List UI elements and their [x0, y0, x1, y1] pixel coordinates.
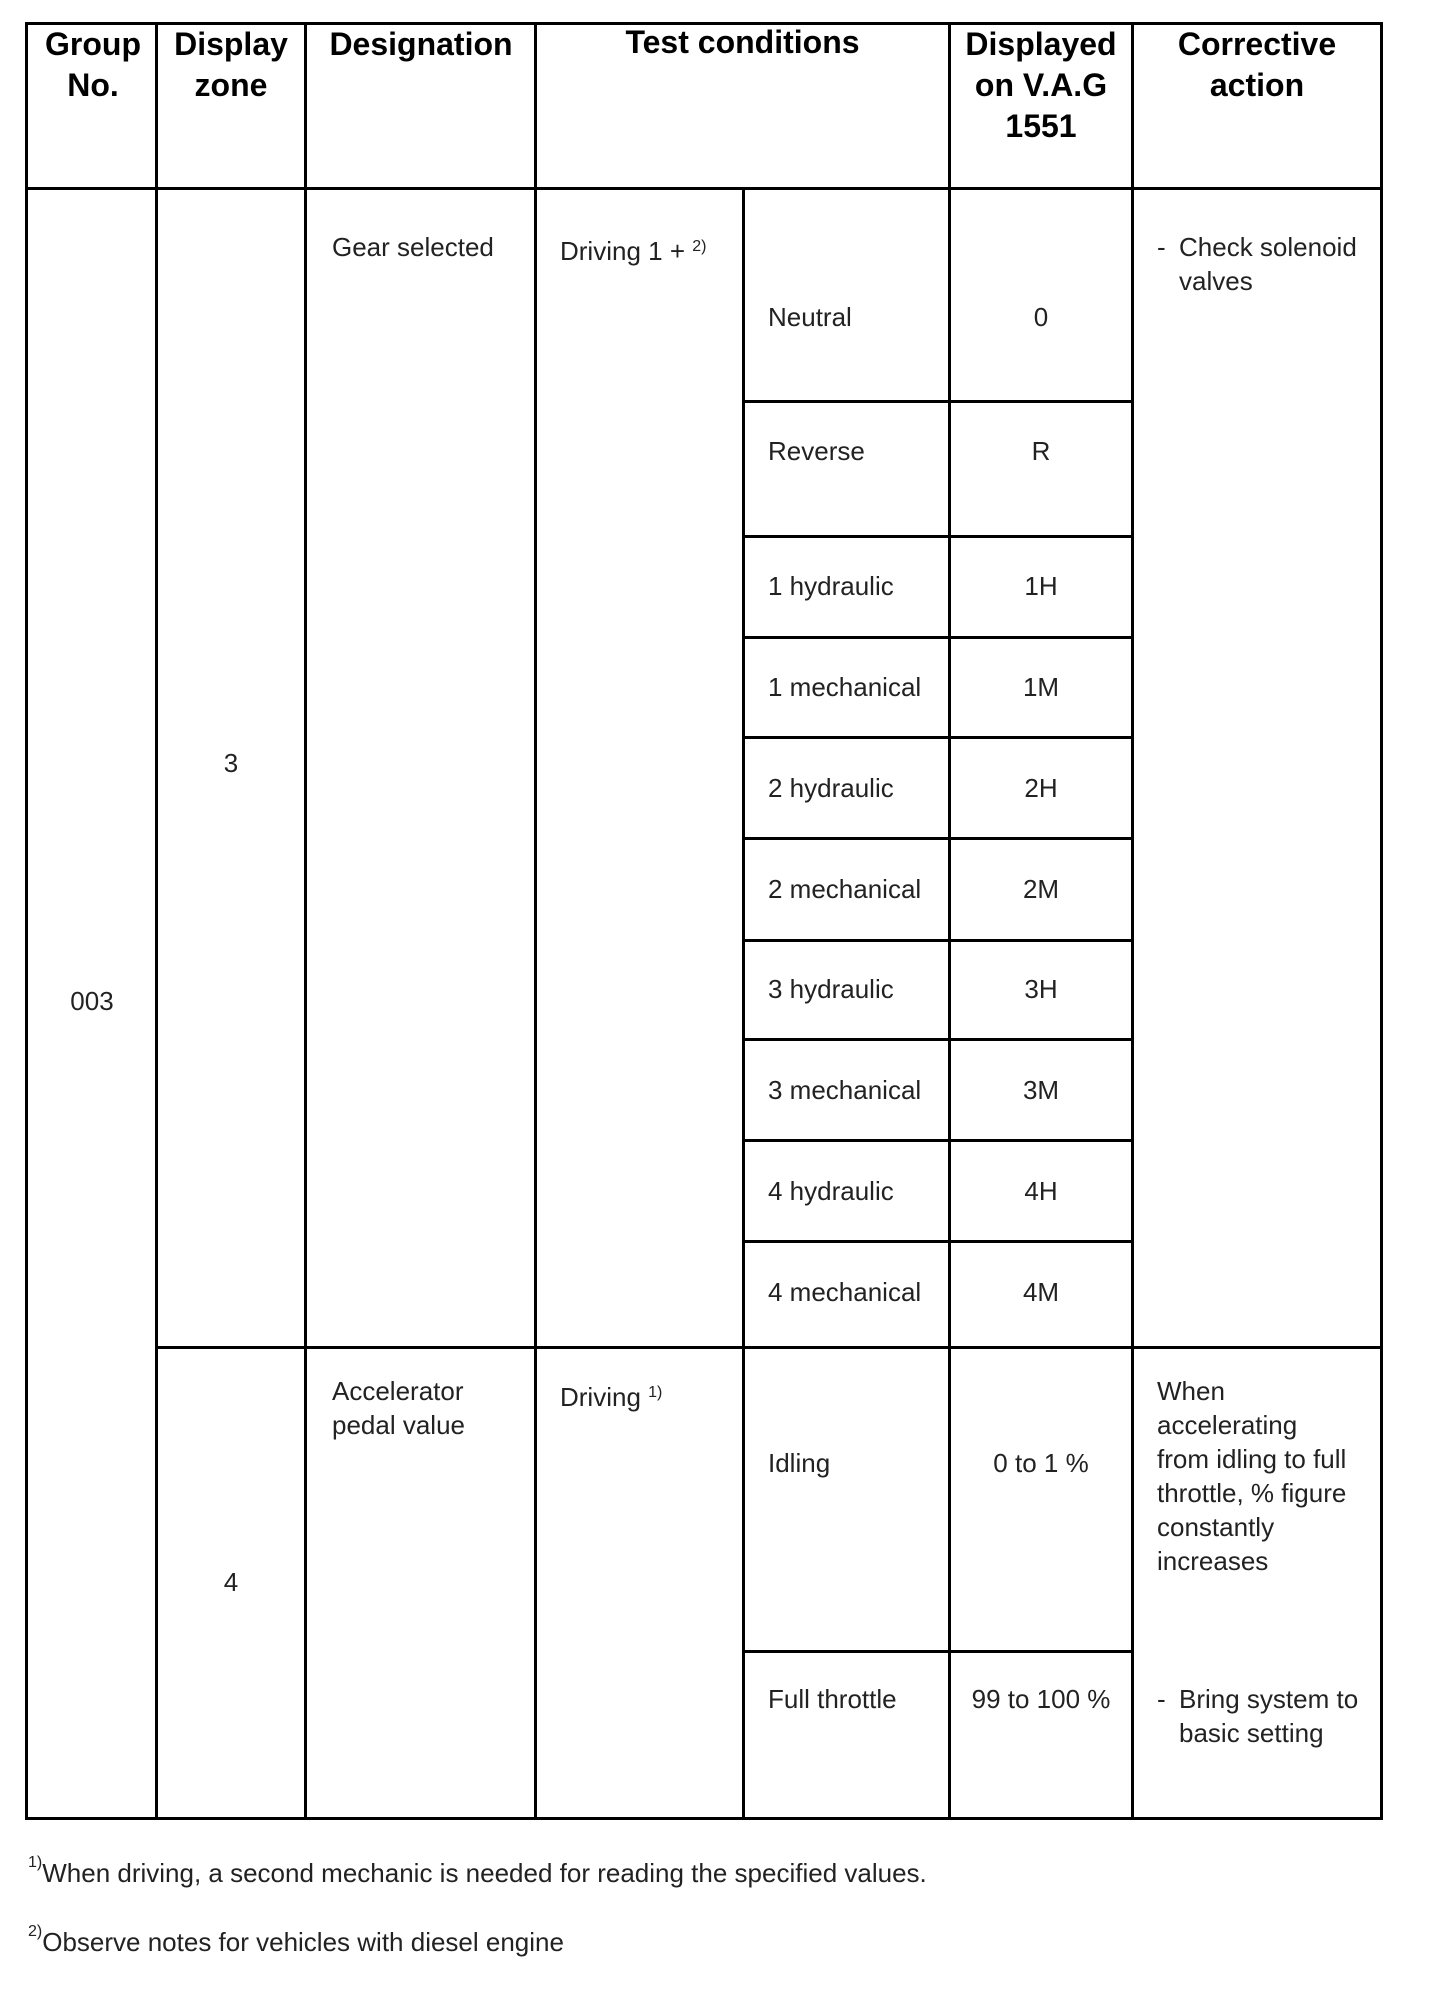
- displayed-value: R: [1031, 436, 1051, 466]
- footnote-mark: 1): [28, 1854, 43, 1871]
- footnote-1: [28, 1854, 927, 1889]
- designation-gear-selected: Gear selected: [332, 232, 494, 262]
- corrective-when-accelerating: When accelerating from idling to full throttle, % figure constantly increases: [1157, 1376, 1347, 1576]
- sub-condition-label: 2 mechanical: [768, 874, 922, 904]
- row-divider: [745, 1139, 1134, 1142]
- header-displayed: Displayed on V.A.G 1551: [965, 26, 1117, 144]
- display-zone-3: 3: [223, 748, 239, 778]
- sub-condition-label: Full throttle: [768, 1684, 897, 1714]
- row-divider: [745, 736, 1134, 739]
- displayed-value: 1M: [1022, 672, 1060, 702]
- row-divider: [745, 1240, 1134, 1243]
- display-zone-4: 4: [223, 1567, 239, 1597]
- group-number: 003: [70, 986, 114, 1016]
- sub-condition-label: 1 hydraulic: [768, 571, 894, 601]
- displayed-value: 0 to 1 %: [993, 1448, 1089, 1478]
- corrective-text: Check solenoid valves: [1179, 232, 1357, 296]
- sub-condition-label: Idling: [768, 1448, 831, 1478]
- displayed-value: 99 to 100 %: [971, 1684, 1111, 1714]
- sub-condition-label: 1 mechanical: [768, 672, 922, 702]
- col-divider: [155, 22, 158, 1820]
- header-test-conditions: Test conditions: [625, 24, 860, 60]
- header-group-no: Group No.: [45, 26, 141, 103]
- sub-condition-label: Reverse: [768, 436, 865, 466]
- condition-text: Driving: [560, 1382, 641, 1412]
- col-divider: [304, 22, 307, 1820]
- condition-footnote-mark: 2): [692, 238, 707, 255]
- corrective-bring-system: [1157, 1682, 1372, 1750]
- sub-condition-label: 4 mechanical: [768, 1277, 922, 1307]
- condition-driving: [560, 1380, 740, 1414]
- header-display-zone: Display zone: [174, 26, 288, 103]
- zone-divider: [155, 1346, 1383, 1349]
- col-divider: [742, 187, 745, 1820]
- displayed-value: 1H: [1024, 571, 1058, 601]
- sub-condition-label: 2 hydraulic: [768, 773, 894, 803]
- col-divider: [534, 22, 537, 1820]
- footnote-text: When driving, a second mechanic is needed for reading the specified values.: [42, 1858, 927, 1888]
- row-divider: [745, 837, 1134, 840]
- header-designation: Designation: [329, 26, 513, 62]
- row-divider: [745, 1038, 1134, 1041]
- header-corrective-action: Corrective action: [1177, 26, 1337, 103]
- table-bottom-border: [25, 1817, 1383, 1820]
- condition-footnote-mark: 1): [648, 1384, 663, 1401]
- corrective-check-solenoid: [1157, 230, 1372, 298]
- bullet-dash: -: [1157, 1684, 1166, 1714]
- displayed-value: 4M: [1022, 1277, 1060, 1307]
- displayed-value: 3M: [1022, 1075, 1060, 1105]
- row-divider: [745, 535, 1134, 538]
- row-divider: [745, 400, 1134, 403]
- displayed-value: 3H: [1024, 974, 1058, 1004]
- displayed-value: 4H: [1024, 1176, 1058, 1206]
- sub-condition-label: 3 mechanical: [768, 1075, 922, 1105]
- col-divider: [948, 22, 951, 1820]
- table-left-border: [25, 22, 28, 1820]
- bullet-dash: -: [1157, 232, 1166, 262]
- sub-condition-label: 4 hydraulic: [768, 1176, 894, 1206]
- displayed-value: 2H: [1024, 773, 1058, 803]
- footnote-2: [28, 1923, 564, 1958]
- displayed-value: 0: [1033, 302, 1049, 332]
- col-divider: [1131, 22, 1134, 1820]
- row-divider: [745, 636, 1134, 639]
- footnote-mark: 2): [28, 1923, 43, 1940]
- condition-text: Driving 1 +: [560, 236, 685, 266]
- corrective-text: Bring system to basic setting: [1179, 1684, 1359, 1748]
- header-bottom-border: [25, 187, 1383, 190]
- footnote-text: Observe notes for vehicles with diesel engine: [42, 1927, 564, 1957]
- sub-condition-label: 3 hydraulic: [768, 974, 894, 1004]
- condition-driving: [560, 234, 740, 268]
- sub-condition-label: Neutral: [768, 302, 852, 332]
- row-divider: [745, 1650, 1134, 1653]
- row-divider: [745, 939, 1134, 942]
- designation-accelerator-pedal: Accelerator pedal value: [332, 1376, 465, 1440]
- displayed-value: 2M: [1022, 874, 1060, 904]
- table-right-border: [1380, 22, 1383, 1820]
